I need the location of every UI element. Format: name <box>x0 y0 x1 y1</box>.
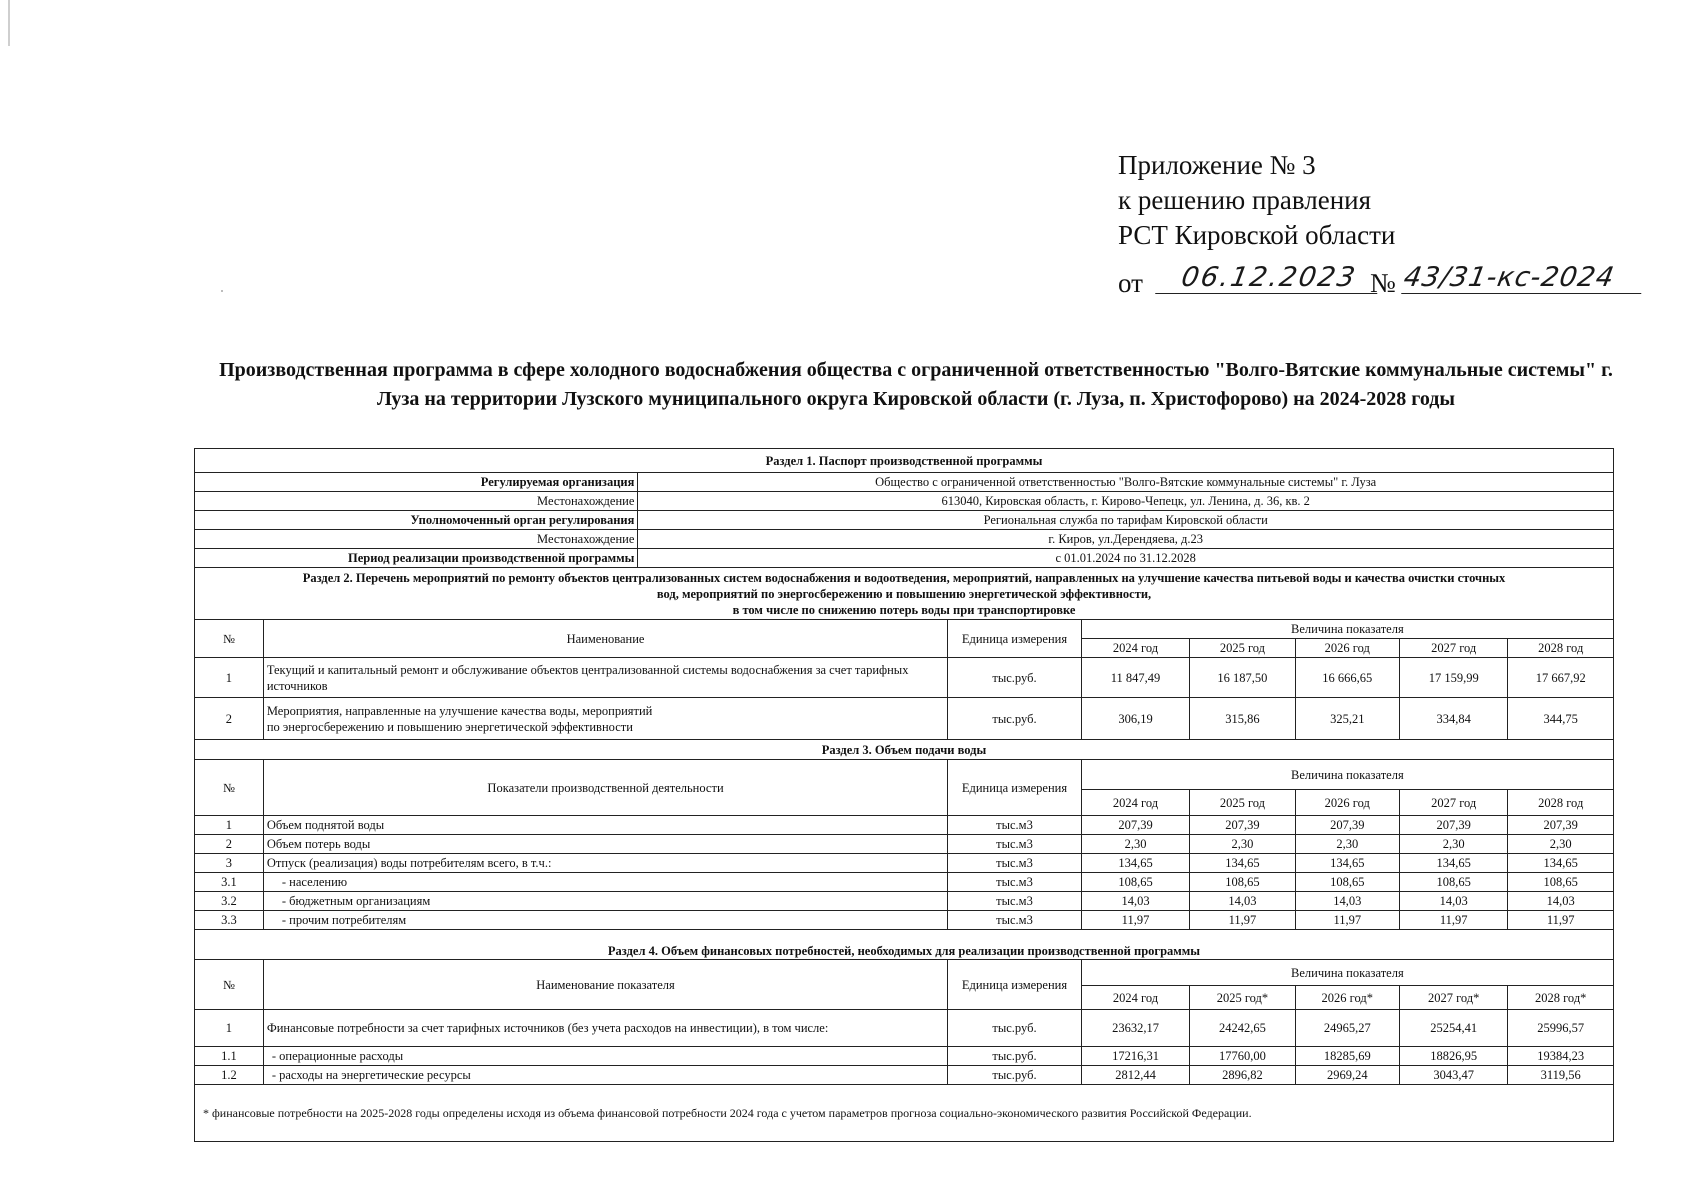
table-row <box>195 854 1614 873</box>
row-value: 207,39 <box>1190 816 1295 835</box>
section4-column-header <box>195 960 1614 986</box>
row-value: 17 159,99 <box>1399 658 1508 698</box>
row-number: 3.2 <box>195 892 264 911</box>
row-number: 1 <box>195 658 264 698</box>
col-unit: Единица измерения <box>948 620 1082 658</box>
row-value: 2969,24 <box>1295 1066 1399 1085</box>
year-header: 2027 год <box>1399 639 1508 658</box>
appendix-authority: РСТ Кировской области <box>1118 220 1396 250</box>
year-header: 2028 год <box>1508 639 1614 658</box>
row-value: 108,65 <box>1081 873 1190 892</box>
row-name: Текущий и капитальный ремонт и обслуживание объектов централизованной системы водоснабжения за счет тарифных источников <box>263 658 947 698</box>
row-value: 134,65 <box>1295 854 1399 873</box>
row-value: 2,30 <box>1399 835 1508 854</box>
row-unit: тыс.руб. <box>948 698 1082 740</box>
section2-title-line1: Раздел 2. Перечень мероприятий по ремонту объектов централизованных систем водоснабжения и водоотведения, мероприятий, направленных на улучшение качества питьевой воды и качества очистки сточных <box>302 570 1506 585</box>
section2-column-header <box>195 620 1614 639</box>
year-header: 2027 год* <box>1399 986 1508 1010</box>
row-name: - бюджетным организациям <box>263 892 947 911</box>
row-value: 207,39 <box>1295 816 1399 835</box>
table-row <box>195 698 1614 740</box>
col-value: Величина показателя <box>1081 620 1613 639</box>
table-row <box>195 1047 1614 1066</box>
row-value: 134,65 <box>1399 854 1508 873</box>
passport-row <box>195 530 1614 549</box>
year-header: 2027 год <box>1399 790 1508 816</box>
row-value: 325,21 <box>1295 698 1399 740</box>
row-name: Объем потерь воды <box>263 835 947 854</box>
decision-date: 06.12.2023 <box>1155 262 1383 294</box>
section2-title-line3: в том числе по снижению потерь воды при транспортировке <box>732 602 1076 617</box>
row-name: Отпуск (реализация) воды потребителям всего, в т.ч.: <box>263 854 947 873</box>
table-row <box>195 658 1614 698</box>
table-row <box>195 816 1614 835</box>
row-name-line2: по энергосбережению и повышению энергетической эффективности <box>266 719 633 734</box>
row-value: 17760,00 <box>1190 1047 1295 1066</box>
col-unit: Единица измерения <box>948 760 1082 816</box>
row-unit: тыс.м3 <box>948 816 1082 835</box>
row-unit: тыс.м3 <box>948 892 1082 911</box>
row-value: 14,03 <box>1081 892 1190 911</box>
row-value: 25996,57 <box>1508 1010 1614 1047</box>
row-number: 1.2 <box>195 1066 264 1085</box>
col-name: Наименование показателя <box>263 960 947 1010</box>
row-value: 108,65 <box>1295 873 1399 892</box>
row-name: - операционные расходы <box>263 1047 947 1066</box>
passport-value: г. Киров, ул.Дерендяева, д.23 <box>638 530 1614 549</box>
footnote: * финансовые потребности на 2025-2028 годы определены исходя из объема финансовой потребности 2024 года с учетом параметров прогноза социально-экономического развития Российской Федерации. <box>195 1085 1614 1142</box>
row-value: 2,30 <box>1295 835 1399 854</box>
number-prefix: № <box>1370 268 1396 298</box>
row-value: 25254,41 <box>1399 1010 1508 1047</box>
row-value: 108,65 <box>1399 873 1508 892</box>
col-number: № <box>195 760 264 816</box>
section2-title <box>195 568 1614 620</box>
table-row <box>195 1010 1614 1047</box>
row-value: 11,97 <box>1081 911 1190 930</box>
year-header: 2026 год* <box>1295 986 1399 1010</box>
row-name: - расходы на энергетические ресурсы <box>263 1066 947 1085</box>
row-value: 2812,44 <box>1081 1066 1190 1085</box>
row-name <box>263 698 947 740</box>
row-value: 3119,56 <box>1508 1066 1614 1085</box>
row-value: 11 847,49 <box>1081 658 1190 698</box>
row-number: 1 <box>195 816 264 835</box>
row-unit: тыс.м3 <box>948 835 1082 854</box>
row-number: 3 <box>195 854 264 873</box>
section4-header-row <box>195 930 1614 960</box>
section4-title: Раздел 4. Объем финансовых потребностей, необходимых для реализации производственной программы <box>195 930 1614 960</box>
row-value: 306,19 <box>1081 698 1190 740</box>
appendix-title: Приложение № 3 <box>1118 150 1316 180</box>
year-header: 2028 год <box>1508 790 1614 816</box>
row-number: 1.1 <box>195 1047 264 1066</box>
row-value: 17 667,92 <box>1508 658 1614 698</box>
date-prefix: от <box>1118 268 1143 298</box>
row-value: 207,39 <box>1508 816 1614 835</box>
row-unit: тыс.руб. <box>948 1047 1082 1066</box>
table-row <box>195 892 1614 911</box>
table-row <box>195 835 1614 854</box>
row-value: 108,65 <box>1508 873 1614 892</box>
row-unit: тыс.м3 <box>948 854 1082 873</box>
document-title: Производственная программа в сфере холодного водоснабжения общества с ограниченной ответственностью "Волго-Вятские коммунальные системы" г. Луза на территории Лузского муниципального округа Кировской области (г. Луза, п. Христофорово) на 2024-2028 годы <box>219 359 1613 410</box>
col-value: Величина показателя <box>1081 960 1613 986</box>
section1-header-row <box>195 449 1614 473</box>
row-name-line1: Мероприятия, направленные на улучшение качества воды, мероприятий <box>266 703 653 718</box>
table-row <box>195 873 1614 892</box>
scan-edge-mark <box>8 0 10 46</box>
row-value: 2896,82 <box>1190 1066 1295 1085</box>
row-value: 334,84 <box>1399 698 1508 740</box>
row-unit: тыс.руб. <box>948 1010 1082 1047</box>
row-unit: тыс.м3 <box>948 911 1082 930</box>
col-number: № <box>195 620 264 658</box>
row-name: Объем поднятой воды <box>263 816 947 835</box>
row-value: 134,65 <box>1508 854 1614 873</box>
row-value: 207,39 <box>1399 816 1508 835</box>
year-header: 2025 год <box>1190 790 1295 816</box>
passport-value: Региональная служба по тарифам Кировской области <box>638 511 1614 530</box>
row-value: 2,30 <box>1081 835 1190 854</box>
section3-header-row <box>195 740 1614 760</box>
section3-column-header <box>195 760 1614 790</box>
col-name: Наименование <box>263 620 947 658</box>
row-name: - прочим потребителям <box>263 911 947 930</box>
col-name: Показатели производственной деятельности <box>263 760 947 816</box>
row-value: 344,75 <box>1508 698 1614 740</box>
section2-title-line2: вод, мероприятий по энергосбережению и повышению энергетической эффективности, <box>656 586 1152 601</box>
year-header: 2024 год <box>1081 790 1190 816</box>
row-number: 2 <box>195 698 264 740</box>
decision-date-number <box>1118 262 1638 302</box>
section1-title: Раздел 1. Паспорт производственной программы <box>195 449 1614 473</box>
row-value: 108,65 <box>1190 873 1295 892</box>
passport-value: с 01.01.2024 по 31.12.2028 <box>638 549 1614 568</box>
year-header: 2026 год <box>1295 790 1399 816</box>
passport-row <box>195 473 1614 492</box>
row-value: 11,97 <box>1399 911 1508 930</box>
row-value: 14,03 <box>1190 892 1295 911</box>
appendix-block <box>1118 148 1395 253</box>
passport-label: Местонахождение <box>195 492 638 511</box>
year-header: 2025 год <box>1190 639 1295 658</box>
section2-header-row <box>195 568 1614 620</box>
section3-title: Раздел 3. Объем подачи воды <box>195 740 1614 760</box>
row-value: 14,03 <box>1508 892 1614 911</box>
row-value: 315,86 <box>1190 698 1295 740</box>
row-value: 17216,31 <box>1081 1047 1190 1066</box>
passport-row <box>195 549 1614 568</box>
row-value: 18826,95 <box>1399 1047 1508 1066</box>
row-value: 24242,65 <box>1190 1010 1295 1047</box>
row-number: 2 <box>195 835 264 854</box>
row-value: 11,97 <box>1295 911 1399 930</box>
year-header: 2025 год* <box>1190 986 1295 1010</box>
row-value: 207,39 <box>1081 816 1190 835</box>
row-value: 2,30 <box>1508 835 1614 854</box>
row-value: 11,97 <box>1190 911 1295 930</box>
row-value: 2,30 <box>1190 835 1295 854</box>
row-value: 134,65 <box>1081 854 1190 873</box>
row-value: 11,97 <box>1508 911 1614 930</box>
col-value: Величина показателя <box>1081 760 1613 790</box>
col-number: № <box>195 960 264 1010</box>
row-number: 3.3 <box>195 911 264 930</box>
passport-label: Местонахождение <box>195 530 638 549</box>
table-row <box>195 1066 1614 1085</box>
passport-label: Уполномоченный орган регулирования <box>195 511 638 530</box>
row-value: 3043,47 <box>1399 1066 1508 1085</box>
scan-dot <box>221 290 223 292</box>
row-value: 19384,23 <box>1508 1047 1614 1066</box>
table-row <box>195 911 1614 930</box>
row-value: 18285,69 <box>1295 1047 1399 1066</box>
year-header: 2026 год <box>1295 639 1399 658</box>
passport-label: Период реализации производственной программы <box>195 549 638 568</box>
row-unit: тыс.руб. <box>948 1066 1082 1085</box>
passport-row <box>195 492 1614 511</box>
row-number: 1 <box>195 1010 264 1047</box>
year-header: 2028 год* <box>1508 986 1614 1010</box>
row-value: 23632,17 <box>1081 1010 1190 1047</box>
decision-number: 43/31-кс-2024 <box>1401 262 1647 294</box>
appendix-decision: к решению правления <box>1118 185 1372 215</box>
passport-label: Регулируемая организация <box>195 473 638 492</box>
passport-value: 613040, Кировская область, г. Кирово-Чепецк, ул. Ленина, д. 36, кв. 2 <box>638 492 1614 511</box>
year-header: 2024 год <box>1081 986 1190 1010</box>
row-unit: тыс.м3 <box>948 873 1082 892</box>
row-name: - населению <box>263 873 947 892</box>
row-value: 16 666,65 <box>1295 658 1399 698</box>
row-number: 3.1 <box>195 873 264 892</box>
row-name: Финансовые потребности за счет тарифных источников (без учета расходов на инвестиции), в том числе: <box>263 1010 947 1047</box>
footnote-row <box>195 1085 1614 1142</box>
row-value: 134,65 <box>1190 854 1295 873</box>
row-value: 24965,27 <box>1295 1010 1399 1047</box>
col-unit: Единица измерения <box>948 960 1082 1010</box>
passport-value: Общество с ограниченной ответственностью "Волго-Вятские коммунальные системы" г. Луза <box>638 473 1614 492</box>
row-value: 14,03 <box>1399 892 1508 911</box>
row-value: 14,03 <box>1295 892 1399 911</box>
program-table <box>194 448 1614 1142</box>
row-value: 16 187,50 <box>1190 658 1295 698</box>
row-unit: тыс.руб. <box>948 658 1082 698</box>
passport-row <box>195 511 1614 530</box>
year-header: 2024 год <box>1081 639 1190 658</box>
